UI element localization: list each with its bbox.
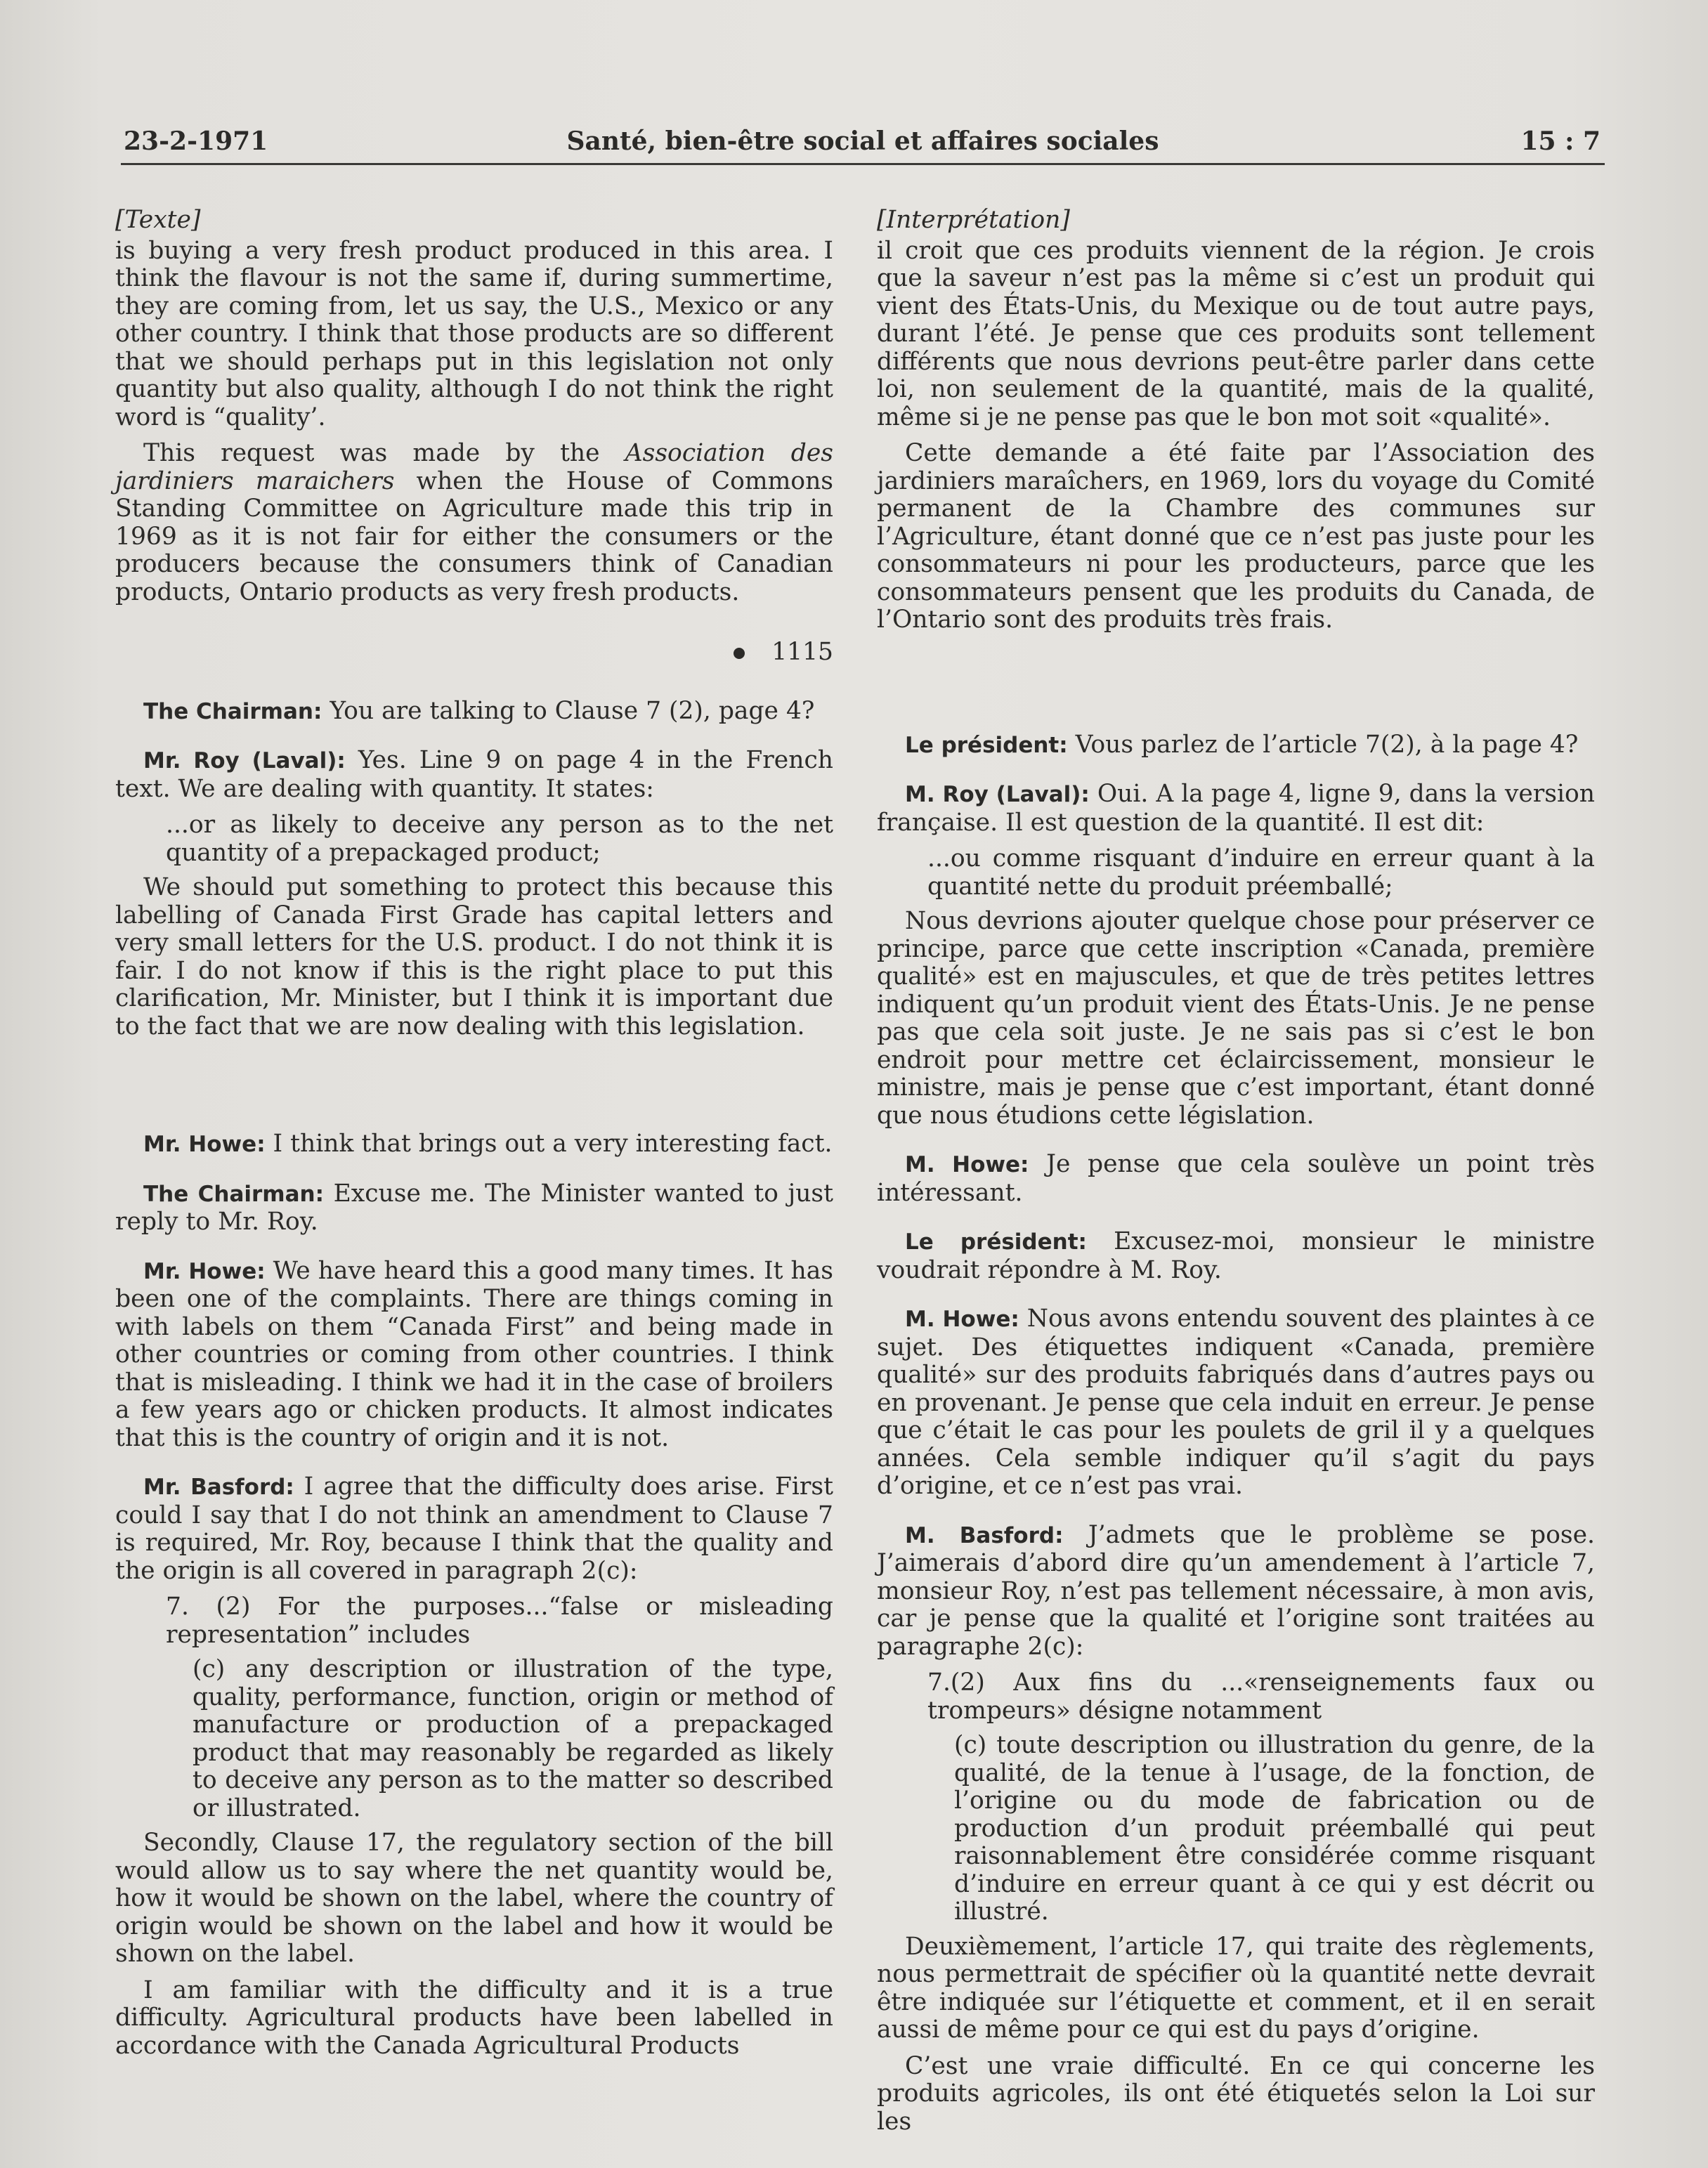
paragraph: Secondly, Clause 17, the regulatory section of the bill would allow us to say where the net quantity would be, how it would be shown on the label, where the country of origin would be shown on the label and how it would be shown on the label. bbox=[115, 1829, 833, 1968]
paragraph: Deuxièmement, l’article 17, qui traite des règlements, nous permettrait de spécifier où la quantité nette devrait être indiquée sur l’étiquette et comment, et il en serait aussi de même pour ce qui est du pays d’origine. bbox=[877, 1932, 1595, 2044]
speaker-name: M. Basford: bbox=[905, 1522, 1064, 1548]
paragraph: Cette demande a été faite par l’Association des jardiniers maraîchers, en 1969, lors du voyage du Comité permanent de la Chambre des communes sur l’Agriculture, étant donné que ce n’est pas juste pour les consommateurs ni pour les producteurs, parce que les consommateurs pensent que les produits du Canada, de l’Ontario sont des produits très frais. bbox=[877, 439, 1595, 634]
quoted-text: 7. (2) For the purposes...“false or misleading representation” includes bbox=[166, 1593, 833, 1649]
column-tag: [Texte] bbox=[115, 206, 201, 234]
speech: M. Basford: J’admets que le problème se pose. J’aimerais d’abord dire qu’un amendement à l’article 7, monsieur Roy, n’est pas tellement nécessaire, à mon avis, car je pense que la qualité et l’origine sont traitées au paragraphe 2(c): bbox=[877, 1520, 1596, 1661]
speaker-name: Le président: bbox=[905, 1229, 1087, 1255]
speaker-name: Mr. Howe: bbox=[143, 1258, 266, 1284]
page-header bbox=[121, 124, 1605, 165]
speech: Le président: Vous parlez de l’article 7(2), à la page 4? bbox=[905, 730, 1579, 759]
time-marker: 1115 bbox=[115, 639, 833, 667]
paragraph: Nous devrions ajouter quelque chose pour préserver ce principe, parce que cette inscription «Canada, première qualité» est en majuscules, et que de très petites lettres indiquent qu’un produit vient des États-Unis. Je ne pense pas que cela soit juste. Je ne sais pas si c’est le bon endroit pour mettre cet éclaircissement, monsieur le ministre, mais je pense que c’est important, étant donné que nous étudions cette législation. bbox=[877, 907, 1595, 1130]
speaker-name: The Chairman: bbox=[143, 698, 322, 724]
header-title: Santé, bien-être social et affaires sociales bbox=[566, 126, 1159, 156]
quoted-text: ...ou comme risquant d’induire en erreur quant à la quantité nette du produit préemballé; bbox=[927, 844, 1595, 901]
speaker-name: Le président: bbox=[905, 732, 1068, 758]
speaker-name: Mr. Basford: bbox=[143, 1475, 294, 1500]
speaker-name: M. Howe: bbox=[905, 1152, 1029, 1177]
paragraph: This request was made by the Association des jardiniers maraichers when the House of Commons Standing Committee on Agriculture made this trip in 1969 as it is not fair for either the consumers or the producers because the consumers think of Canadian products, Ontario products as very fresh products. bbox=[115, 439, 834, 606]
paragraph: We should put something to protect this because this labelling of Canada First Grade has capital letters and very small letters for the U.S. product. I do not think it is fair. I do not know if this is the right place to put this clarification, Mr. Minister, but I think it is important due to the fact that we are now dealing with this legislation. bbox=[115, 873, 833, 1040]
speech: Le président: Excusez-moi, monsieur le ministre voudrait répondre à M. Roy. bbox=[877, 1227, 1595, 1284]
speech: The Chairman: You are talking to Clause 7 (2), page 4? bbox=[143, 696, 815, 725]
quoted-text: (c) any description or illustration of the type, quality, performance, function, origin or method of manufacture or production of a prepackaged product that may reasonably be regarded as likely to deceive any person as to the matter so described or illustrated. bbox=[193, 1655, 833, 1822]
paragraph: il croit que ces produits viennent de la région. Je crois que la saveur n’est pas la même si c’est un produit qui vient des États-Unis, du Mexique ou de tout autre pays, durant l’été. Je pense que ces produits sont tellement différents que nous devrions peut-être parler dans cette loi, non seulement de la quantité, mais de la qualité, même si je ne pense pas que le bon mot soit «qualité». bbox=[877, 236, 1595, 431]
column-tag: [Interprétation] bbox=[877, 206, 1070, 234]
speaker-name: M. Howe: bbox=[905, 1307, 1019, 1332]
speech: M. Howe: Je pense que cela soulève un point très intéressant. bbox=[877, 1150, 1595, 1207]
speech: Mr. Roy (Laval): Yes. Line 9 on page 4 in the French text. We are dealing with quantity. It states: bbox=[115, 746, 833, 803]
speech: Mr. Basford: I agree that the difficulty does arise. First could I say that I do not think an amendment to Clause 7 is required, Mr. Roy, because I think that the quality and the origin is all covered in paragraph 2(c): bbox=[115, 1472, 833, 1585]
speech: M. Howe: Nous avons entendu souvent des plaintes à ce sujet. Des étiquettes indiquent «Canada, première qualité» sur des produits fabriqués dans d’autres pays ou en provenant. Je pense que cela induit en erreur. Je pense que c’était le cas pour les poulets de gril il y a quelques années. Cela semble indiquer qu’il s’agit du pays d’origine, et ce n’est pas vrai. bbox=[877, 1305, 1595, 1500]
header-page-number: 15 : 7 bbox=[1520, 126, 1601, 156]
speech: Mr. Howe: I think that brings out a very interesting fact. bbox=[143, 1130, 833, 1158]
speech: M. Roy (Laval): Oui. A la page 4, ligne 9, dans la version française. Il est question de la quantité. Il est dit: bbox=[877, 780, 1595, 837]
speaker-name: M. Roy (Laval): bbox=[905, 782, 1090, 807]
paragraph: is buying a very fresh product produced in this area. I think the flavour is not the same if, during summertime, they are coming from, let us say, the U.S., Mexico or any other country. I think that those products are so different that we should perhaps put in this legislation not only quantity but also quality, although I do not think the right word is “quality’. bbox=[115, 236, 833, 431]
speaker-name: Mr. Howe: bbox=[143, 1132, 266, 1157]
association-name: Association des jardiniers maraichers bbox=[115, 439, 833, 495]
header-date: 23-2-1971 bbox=[124, 126, 268, 156]
speaker-name: Mr. Roy (Laval): bbox=[143, 748, 346, 773]
quoted-text: ...or as likely to deceive any person as to the net quantity of a prepackaged product; bbox=[166, 811, 833, 867]
paragraph: C’est une vraie difficulté. En ce qui concerne les produits agricoles, ils ont été étiquetés selon la Loi sur les bbox=[877, 2051, 1595, 2136]
speech: Mr. Howe: We have heard this a good many times. It has been one of the complaints. There are things coming in with labels on them “Canada First” and being made in other countries or coming from other countries. I think that is misleading. I think we had it in the case of broilers a few years ago or chicken products. It almost indicates that this is the country of origin and it is not. bbox=[115, 1256, 833, 1452]
english-column bbox=[115, 207, 833, 2068]
french-column bbox=[877, 207, 1595, 2144]
speaker-name: The Chairman: bbox=[143, 1181, 324, 1207]
bullet-icon bbox=[734, 648, 745, 659]
paragraph: I am familiar with the difficulty and it is a true difficulty. Agricultural products have been labelled in accordance with the Canada Agricultural Products bbox=[115, 1976, 833, 2060]
quoted-text: 7.(2) Aux fins du ...«renseignements faux ou trompeurs» désigne notamment bbox=[927, 1669, 1595, 1725]
quoted-text: (c) toute description ou illustration du genre, de la qualité, de la tenue à l’usage, de la fonction, de l’origine ou du mode de fabrication ou de production d’un produit préemballé qui peut raisonnablement être considérée comme risquant d’induire en erreur quant à ce qui y est décrit ou illustré. bbox=[954, 1731, 1595, 1926]
speech: The Chairman: Excuse me. The Minister wanted to just reply to Mr. Roy. bbox=[115, 1179, 834, 1236]
